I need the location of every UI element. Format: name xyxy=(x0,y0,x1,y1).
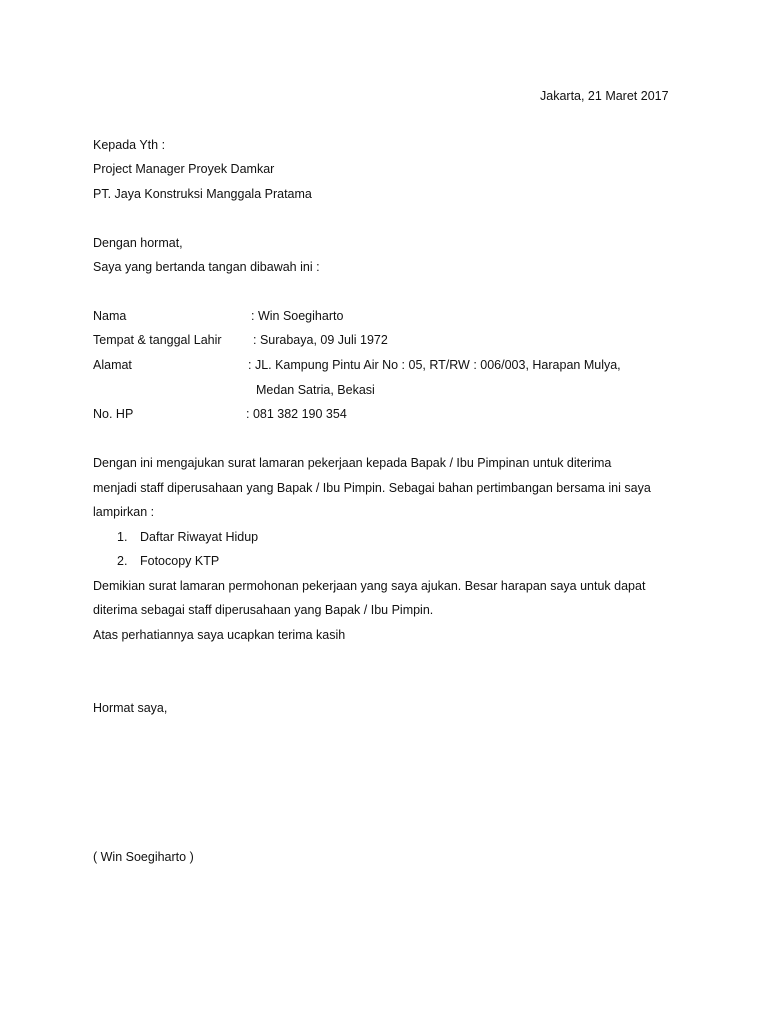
recipient-salutation: Kepada Yth : xyxy=(93,138,166,152)
name-label: Nama xyxy=(93,309,127,323)
body-paragraph-line: lampirkan : xyxy=(93,505,155,519)
attachment-number: 2. xyxy=(117,554,128,568)
closing-paragraph-line: Demikian surat lamaran permohonan pekerjaan yang saya ajukan. Besar harapan saya untuk dapat xyxy=(93,579,646,593)
name-value: : Win Soegiharto xyxy=(251,309,344,323)
signer-name: ( Win Soegiharto ) xyxy=(93,850,194,864)
address-label: Alamat xyxy=(93,358,132,372)
intro-text: Saya yang bertanda tangan dibawah ini : xyxy=(93,260,320,274)
attachment-number: 1. xyxy=(117,530,128,544)
phone-value: : 081 382 190 354 xyxy=(246,407,347,421)
recipient-company: PT. Jaya Konstruksi Manggala Pratama xyxy=(93,187,312,201)
sign-off: Hormat saya, xyxy=(93,701,168,715)
letter-date: Jakarta, 21 Maret 2017 xyxy=(540,89,669,103)
closing-paragraph-line: Atas perhatiannya saya ucapkan terima kasih xyxy=(93,628,346,642)
birth-value: : Surabaya, 09 Juli 1972 xyxy=(253,333,388,347)
address-value-line2: Medan Satria, Bekasi xyxy=(256,383,375,397)
birth-label: Tempat & tanggal Lahir xyxy=(93,333,222,347)
address-value-line1: : JL. Kampung Pintu Air No : 05, RT/RW : 006/003, Harapan Mulya, xyxy=(248,358,621,372)
body-paragraph-line: menjadi staff diperusahaan yang Bapak / Ibu Pimpin. Sebagai bahan pertimbangan bersama ini saya xyxy=(93,481,651,495)
greeting: Dengan hormat, xyxy=(93,236,183,250)
attachment-item: Daftar Riwayat Hidup xyxy=(140,530,259,544)
closing-paragraph-line: diterima sebagai staff diperusahaan yang Bapak / Ibu Pimpin. xyxy=(93,603,434,617)
recipient-position: Project Manager Proyek Damkar xyxy=(93,162,275,176)
attachment-item: Fotocopy KTP xyxy=(140,554,220,568)
body-paragraph-line: Dengan ini mengajukan surat lamaran pekerjaan kepada Bapak / Ibu Pimpinan untuk diterima xyxy=(93,456,612,470)
phone-label: No. HP xyxy=(93,407,134,421)
